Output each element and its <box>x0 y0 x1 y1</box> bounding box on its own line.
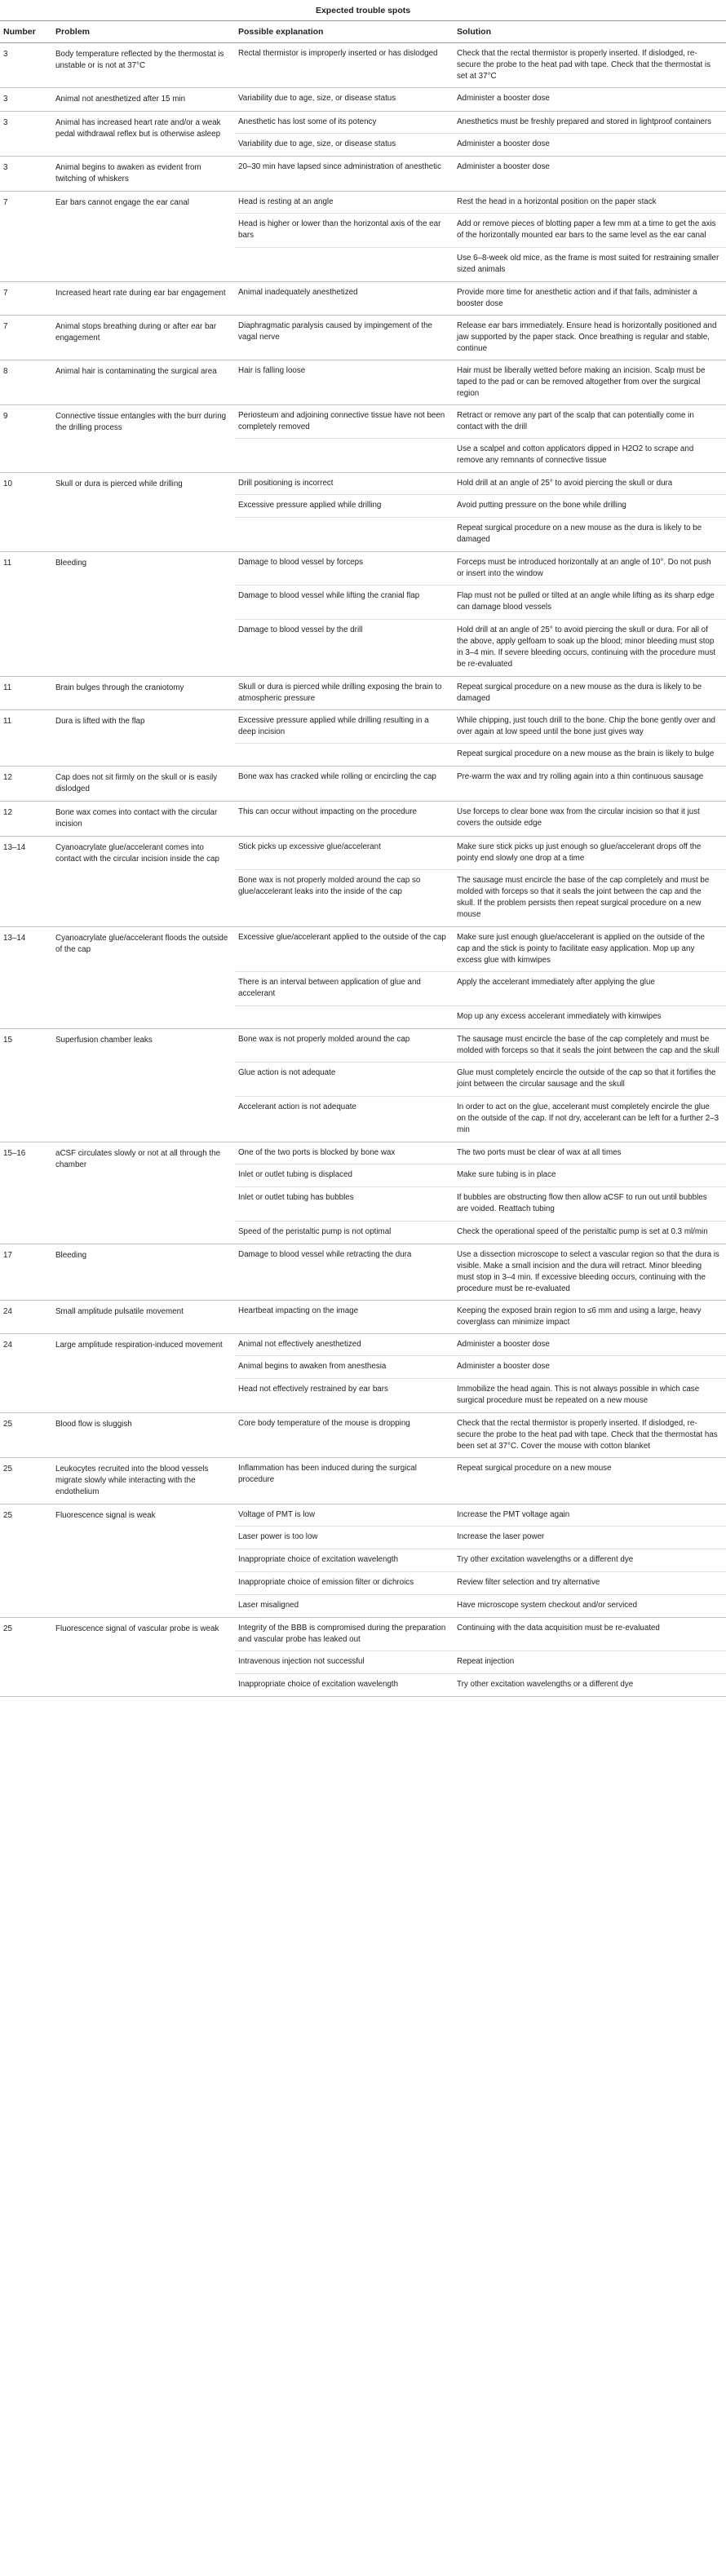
row-problem: Animal stops breathing during or after ear bar engagement <box>55 322 217 342</box>
row-explanations <box>235 767 454 802</box>
row-solutions <box>454 88 726 112</box>
row-number: 3 <box>3 118 8 127</box>
solution-item: In order to act on the glue, accelerant must completely encircle the glue on the outside of the cap. If not dry, accelerant can be left for a further 2–3 min <box>454 1096 726 1142</box>
table-row <box>0 192 726 282</box>
row-number: 25 <box>3 1465 12 1474</box>
row-solutions <box>454 1618 726 1697</box>
explanation-item: Excessive pressure applied while drilling resulting in a deep incision <box>238 716 429 736</box>
table-title: Expected trouble spots <box>0 0 726 21</box>
column-header-number: Number <box>0 21 52 43</box>
table-row <box>0 1029 726 1142</box>
solution-item: Continuing with the data acquisition must be re-evaluated <box>457 1624 660 1633</box>
row-number: 24 <box>3 1307 12 1316</box>
row-solutions <box>454 927 726 1029</box>
explanation-item: Skull or dura is pierced while drilling exposing the brain to atmospheric pressure <box>238 683 442 703</box>
solution-item: Make sure just enough glue/accelerant is applied on the outside of the cap and the stick is pointy to facilitate easy application. Mop up any excess glue with kimwipes <box>457 933 705 965</box>
row-problem: Bone wax comes into contact with the circular incision <box>55 808 218 828</box>
row-number: 8 <box>3 367 8 376</box>
row-problem: Body temperature reflected by the thermostat is unstable or is not at 37°C <box>55 50 224 70</box>
table-row <box>0 473 726 552</box>
explanation-item: Damage to blood vessel by the drill <box>235 619 454 676</box>
row-problem: Bleeding <box>55 1251 87 1260</box>
row-solutions <box>454 192 726 282</box>
table-row <box>0 1142 726 1244</box>
explanation-item: Excessive glue/accelerant applied to the outside of the cap <box>238 933 446 942</box>
row-problem: Skull or dura is pierced while drilling <box>55 479 183 488</box>
explanation-item: Head is resting at an angle <box>238 197 334 206</box>
explanation-item: Inlet or outlet tubing has bubbles <box>235 1186 454 1221</box>
row-explanations <box>235 802 454 837</box>
row-explanations <box>235 710 454 767</box>
row-problem: Brain bulges through the craniotomy <box>55 683 184 692</box>
table-row <box>0 927 726 1029</box>
row-problem: Cyanoacrylate glue/accelerant floods the outside of the cap <box>55 934 228 954</box>
solution-item: Check that the rectal thermistor is properly inserted. If dislodged, re-secure the probe to the heat pad with tape. Check that the thermostat has been set at 37°C. Cover the mouse with cotton blanket <box>457 1419 718 1451</box>
explanation-item: Animal not effectively anesthetized <box>238 1340 361 1349</box>
explanation-item: Inflammation has been induced during the surgical procedure <box>238 1464 417 1484</box>
solution-item: Pre-warm the wax and try rolling again into a thin continuous sausage <box>457 772 704 781</box>
row-number: 24 <box>3 1341 12 1350</box>
table-row <box>0 157 726 192</box>
row-solutions <box>454 43 726 88</box>
column-header-problem: Problem <box>52 21 235 43</box>
table-row <box>0 677 726 710</box>
row-number: 13–14 <box>3 934 26 943</box>
solution-item: Apply the accelerant immediately after applying the glue <box>454 971 726 1005</box>
solution-item: The sausage must encircle the base of the cap completely and must be molded with forceps so that it seals the joint between the cap and the skull <box>457 1035 719 1055</box>
solution-item: Anesthetics must be freshly prepared and stored in lightproof containers <box>457 117 712 126</box>
solution-item: Hold drill at an angle of 25° to avoid piercing the skull or dura. For all of the above, apply gelfoam to soak up the blood; minor bleeding must stop in 3–4 min. If severe bleeding occurs, continuing with the procedure must be re-evaluated <box>454 619 726 676</box>
row-problem: Dura is lifted with the flap <box>55 717 145 726</box>
row-problem: Cap does not sit firmly on the skull or is easily dislodged <box>55 773 218 793</box>
explanation-item: Head is higher or lower than the horizontal axis of the ear bars <box>235 213 454 247</box>
row-problem: Superfusion chamber leaks <box>55 1036 153 1045</box>
row-number: 7 <box>3 289 8 298</box>
row-explanations <box>235 1301 454 1334</box>
row-solutions <box>454 552 726 677</box>
solution-item: If bubbles are obstructing flow then allow aCSF to run out until bubbles are voided. Reattach tubing <box>454 1186 726 1221</box>
row-explanations <box>235 192 454 282</box>
solution-item: Repeat surgical procedure on a new mouse as the dura is likely to be damaged <box>457 683 702 703</box>
explanation-item: Hair is falling loose <box>238 366 306 375</box>
row-number: 12 <box>3 808 12 817</box>
column-header-explanation: Possible explanation <box>235 21 454 43</box>
row-number: 3 <box>3 95 8 104</box>
explanation-item <box>235 1005 454 1028</box>
row-explanations <box>235 1029 454 1142</box>
table-row <box>0 1458 726 1505</box>
explanation-item: Variability due to age, size, or disease status <box>235 133 454 156</box>
row-problem: Fluorescence signal of vascular probe is weak <box>55 1624 219 1633</box>
explanation-item: Variability due to age, size, or disease status <box>238 94 396 103</box>
row-number: 25 <box>3 1624 12 1633</box>
row-explanations <box>235 405 454 473</box>
row-solutions <box>454 282 726 316</box>
table-row <box>0 710 726 767</box>
row-problem: Animal begins to awaken as evident from twitching of whiskers <box>55 163 201 183</box>
solution-item: Rest the head in a horizontal position on the paper stack <box>457 197 657 206</box>
solution-item: Forceps must be introduced horizontally at an angle of 10°. Do not push or insert into the window <box>457 558 711 578</box>
row-solutions <box>454 1029 726 1142</box>
row-explanations <box>235 157 454 192</box>
table-row <box>0 1244 726 1301</box>
row-explanations <box>235 282 454 316</box>
explanation-item <box>235 743 454 766</box>
row-explanations <box>235 360 454 405</box>
explanation-item: Accelerant action is not adequate <box>235 1096 454 1142</box>
row-problem: Increased heart rate during ear bar engagement <box>55 289 226 298</box>
row-number: 7 <box>3 198 8 207</box>
explanation-item: Inappropriate choice of excitation wavelength <box>235 1673 454 1696</box>
explanation-item: Inappropriate choice of excitation wavelength <box>235 1549 454 1571</box>
solution-item: Administer a booster dose <box>454 1355 726 1378</box>
explanation-item: Animal begins to awaken from anesthesia <box>235 1355 454 1378</box>
row-problem: Animal not anesthetized after 15 min <box>55 95 186 104</box>
row-problem: Animal has increased heart rate and/or a weak pedal withdrawal reflex but is otherwise asleep <box>55 118 221 139</box>
solution-item: Mop up any excess accelerant immediately with kimwipes <box>454 1005 726 1028</box>
row-number: 11 <box>3 559 12 568</box>
row-number: 25 <box>3 1511 12 1520</box>
row-number: 3 <box>3 163 8 172</box>
explanation-item: Damage to blood vessel while retracting the dura <box>238 1250 412 1259</box>
solution-item: Avoid putting pressure on the bone while drilling <box>454 494 726 517</box>
table-row <box>0 43 726 88</box>
row-number: 15–16 <box>3 1149 26 1158</box>
row-number: 11 <box>3 717 12 726</box>
row-explanations <box>235 473 454 552</box>
explanation-item: Damage to blood vessel while lifting the cranial flap <box>235 585 454 619</box>
solution-item: Immobilize the head again. This is not always possible in which case surgical procedure must be repeated on a new mouse <box>454 1378 726 1412</box>
explanation-item: Inlet or outlet tubing is displaced <box>235 1164 454 1186</box>
explanation-item: This can occur without impacting on the procedure <box>238 807 417 816</box>
solution-item: Use 6–8-week old mice, as the frame is most suited for restraining smaller sized animals <box>454 247 726 281</box>
row-number: 13–14 <box>3 843 26 852</box>
table-row <box>0 837 726 927</box>
explanation-item: Integrity of the BBB is compromised during the preparation and vascular probe has leaked out <box>238 1624 446 1644</box>
row-solutions <box>454 767 726 802</box>
row-number: 17 <box>3 1251 12 1260</box>
row-number: 11 <box>3 683 12 692</box>
explanation-item <box>235 438 454 472</box>
explanation-item: 20–30 min have lapsed since administration of anesthetic <box>238 162 441 171</box>
table-row <box>0 112 726 157</box>
row-problem: Fluorescence signal is weak <box>55 1511 156 1520</box>
solution-item: Flap must not be pulled or tilted at an angle while lifting as its sharp edge can damage blood vessels <box>454 585 726 619</box>
explanation-item: Laser power is too low <box>235 1526 454 1549</box>
explanation-item: Core body temperature of the mouse is dropping <box>238 1419 410 1428</box>
solution-item: Repeat injection <box>454 1650 726 1673</box>
table-row <box>0 1505 726 1618</box>
row-problem: Blood flow is sluggish <box>55 1420 132 1429</box>
solution-item: The two ports must be clear of wax at all times <box>457 1148 622 1157</box>
table-row <box>0 405 726 473</box>
row-solutions <box>454 473 726 552</box>
row-solutions <box>454 360 726 405</box>
explanation-item: Drill positioning is incorrect <box>238 479 334 488</box>
explanation-item: Rectal thermistor is improperly inserted or has dislodged <box>238 49 438 58</box>
table-row <box>0 802 726 837</box>
row-solutions <box>454 157 726 192</box>
column-header-solution: Solution <box>454 21 726 43</box>
solution-item: Check the operational speed of the peristaltic pump is set at 0.3 ml/min <box>454 1221 726 1244</box>
solution-item: Administer a booster dose <box>457 94 550 103</box>
row-number: 25 <box>3 1420 12 1429</box>
row-explanations <box>235 552 454 677</box>
row-explanations <box>235 1458 454 1505</box>
explanation-item: Damage to blood vessel by forceps <box>238 558 364 567</box>
explanation-item: There is an interval between application of glue and accelerant <box>235 971 454 1005</box>
row-solutions <box>454 1334 726 1413</box>
solution-item: Provide more time for anesthetic action and if that fails, administer a booster dose <box>457 288 697 308</box>
explanation-item: Excessive pressure applied while drilling <box>235 494 454 517</box>
solution-item: Retract or remove any part of the scalp that can potentially come in contact with the drill <box>457 411 694 431</box>
solution-item: Add or remove pieces of blotting paper a few mm at a time to get the axis of the horizontally mounted ear bars to the same level as the ear canal <box>454 213 726 247</box>
table-row <box>0 1334 726 1413</box>
solution-item: Administer a booster dose <box>454 133 726 156</box>
row-explanations <box>235 88 454 112</box>
solution-item: Glue must completely encircle the outside of the cap so that it fortifies the joint between the circular sausage and the skull <box>454 1062 726 1096</box>
row-solutions <box>454 405 726 473</box>
solution-item: Use forceps to clear bone wax from the circular incision so that it just covers the outside edge <box>457 807 700 828</box>
explanation-item: Periosteum and adjoining connective tissue have not been completely removed <box>238 411 445 431</box>
row-number: 9 <box>3 412 8 421</box>
solution-item: Try other excitation wavelengths or a different dye <box>454 1673 726 1696</box>
row-problem: Animal hair is contaminating the surgical area <box>55 367 217 376</box>
solution-item: Have microscope system checkout and/or serviced <box>454 1594 726 1617</box>
row-explanations <box>235 112 454 157</box>
row-solutions <box>454 112 726 157</box>
table-row <box>0 1301 726 1334</box>
explanation-item: Stick picks up excessive glue/accelerant <box>238 842 381 851</box>
row-explanations <box>235 316 454 360</box>
row-solutions <box>454 1142 726 1244</box>
row-problem: aCSF circulates slowly or not at all through the chamber <box>55 1149 221 1169</box>
row-explanations <box>235 1334 454 1413</box>
solution-item: Hold drill at an angle of 25° to avoid piercing the skull or dura <box>457 479 673 488</box>
row-number: 12 <box>3 773 12 782</box>
row-problem: Leukocytes recruited into the blood vessels migrate slowly while interacting with the endothelium <box>55 1465 209 1496</box>
solution-item: While chipping, just touch drill to the bone. Chip the bone gently over and over again at low speed until the bone just gives way <box>457 716 715 736</box>
row-explanations <box>235 1142 454 1244</box>
explanation-item: Voltage of PMT is low <box>238 1510 316 1519</box>
explanation-item: Speed of the peristaltic pump is not optimal <box>235 1221 454 1244</box>
solution-item: Check that the rectal thermistor is properly inserted. If dislodged, re-secure the probe to the heat pad with tape. Check that the thermostat is set at 37°C <box>457 49 711 81</box>
solution-item: Administer a booster dose <box>457 1340 550 1349</box>
row-explanations <box>235 677 454 710</box>
solution-item: Administer a booster dose <box>457 162 550 171</box>
row-explanations <box>235 1413 454 1458</box>
row-number: 3 <box>3 50 8 59</box>
row-solutions <box>454 837 726 927</box>
explanation-item: One of the two ports is blocked by bone wax <box>238 1148 396 1157</box>
solution-item: Make sure stick picks up just enough so glue/accelerant drops off the pointy end slowly one drop at a time <box>457 842 702 863</box>
explanation-item <box>235 517 454 551</box>
row-explanations <box>235 1505 454 1618</box>
row-explanations <box>235 927 454 1029</box>
row-solutions <box>454 1413 726 1458</box>
solution-item: Increase the laser power <box>454 1526 726 1549</box>
row-explanations <box>235 837 454 927</box>
row-explanations <box>235 1244 454 1301</box>
table-row <box>0 282 726 316</box>
solution-item: Repeat surgical procedure on a new mouse as the brain is likely to bulge <box>454 743 726 766</box>
explanation-item: Bone wax is not properly molded around the cap so glue/accelerant leaks into the inside of the cap <box>235 869 454 926</box>
row-problem: Connective tissue entangles with the burr during the drilling process <box>55 412 227 432</box>
solution-item: Use a dissection microscope to select a vascular region so that the dura is visible. Make a small incision and the dura will retract. Minor bleeding must stop in 3–4 min. If excessive bleeding occurs, continuing with the procedure must be re-evaluated <box>457 1250 719 1293</box>
solution-item: Repeat surgical procedure on a new mouse as the dura is likely to be damaged <box>454 517 726 551</box>
table-row <box>0 552 726 677</box>
explanation-item: Laser misaligned <box>235 1594 454 1617</box>
row-problem: Cyanoacrylate glue/accelerant comes into contact with the circular incision inside the cap <box>55 843 219 864</box>
row-solutions <box>454 1301 726 1334</box>
row-solutions <box>454 1244 726 1301</box>
row-problem: Ear bars cannot engage the ear canal <box>55 198 189 207</box>
row-problem: Large amplitude respiration-induced movement <box>55 1341 223 1350</box>
table-row <box>0 1618 726 1697</box>
explanation-item: Anesthetic has lost some of its potency <box>238 117 377 126</box>
table-row <box>0 360 726 405</box>
solution-item: Make sure tubing is in place <box>454 1164 726 1186</box>
row-number: 10 <box>3 479 12 488</box>
row-solutions <box>454 1458 726 1505</box>
row-number: 15 <box>3 1036 12 1045</box>
explanation-item: Intravenous injection not successful <box>235 1650 454 1673</box>
solution-item: Review filter selection and try alternative <box>454 1571 726 1594</box>
explanation-item: Animal inadequately anesthetized <box>238 288 358 297</box>
solution-item: Keeping the exposed brain region to ≤6 mm and using a large, heavy coverglass can minimize impact <box>457 1306 702 1327</box>
explanation-item: Heartbeat impacting on the image <box>238 1306 359 1315</box>
solution-item: Hair must be liberally wetted before making an incision. Scalp must be taped to the pad or can be removed altogether from over the surgical region <box>457 366 706 398</box>
solution-item: Increase the PMT voltage again <box>457 1510 570 1519</box>
explanation-item <box>235 247 454 281</box>
table-row <box>0 1413 726 1458</box>
row-solutions <box>454 710 726 767</box>
row-solutions <box>454 677 726 710</box>
row-explanations <box>235 43 454 88</box>
solution-item: The sausage must encircle the base of the cap completely and must be molded with forceps so that it seals the joint between the cap and the skull. If the problem persists then repeat surgical procedure on a new mouse <box>454 869 726 926</box>
explanation-item: Bone wax has cracked while rolling or encircling the cap <box>238 772 436 781</box>
table-row <box>0 316 726 360</box>
solution-item: Repeat surgical procedure on a new mouse <box>457 1464 612 1473</box>
row-problem: Small amplitude pulsatile movement <box>55 1307 184 1316</box>
explanation-item: Inappropriate choice of emission filter or dichroics <box>235 1571 454 1594</box>
solution-item: Try other excitation wavelengths or a different dye <box>454 1549 726 1571</box>
explanation-item: Diaphragmatic paralysis caused by impingement of the vagal nerve <box>238 321 432 342</box>
explanation-item: Head not effectively restrained by ear bars <box>235 1378 454 1412</box>
row-solutions <box>454 802 726 837</box>
explanation-item: Glue action is not adequate <box>235 1062 454 1096</box>
table-row <box>0 88 726 112</box>
row-number: 7 <box>3 322 8 331</box>
row-solutions <box>454 316 726 360</box>
solution-item: Release ear bars immediately. Ensure head is horizontally positioned and jaw supported by the paper stack. Once breathing is regular and stable, continue <box>457 321 717 353</box>
row-explanations <box>235 1618 454 1697</box>
row-solutions <box>454 1505 726 1618</box>
explanation-item: Bone wax is not properly molded around the cap <box>238 1035 410 1044</box>
table-row <box>0 767 726 802</box>
solution-item: Use a scalpel and cotton applicators dipped in H2O2 to scrape and remove any remnants of connective tissue <box>454 438 726 472</box>
row-problem: Bleeding <box>55 559 87 568</box>
